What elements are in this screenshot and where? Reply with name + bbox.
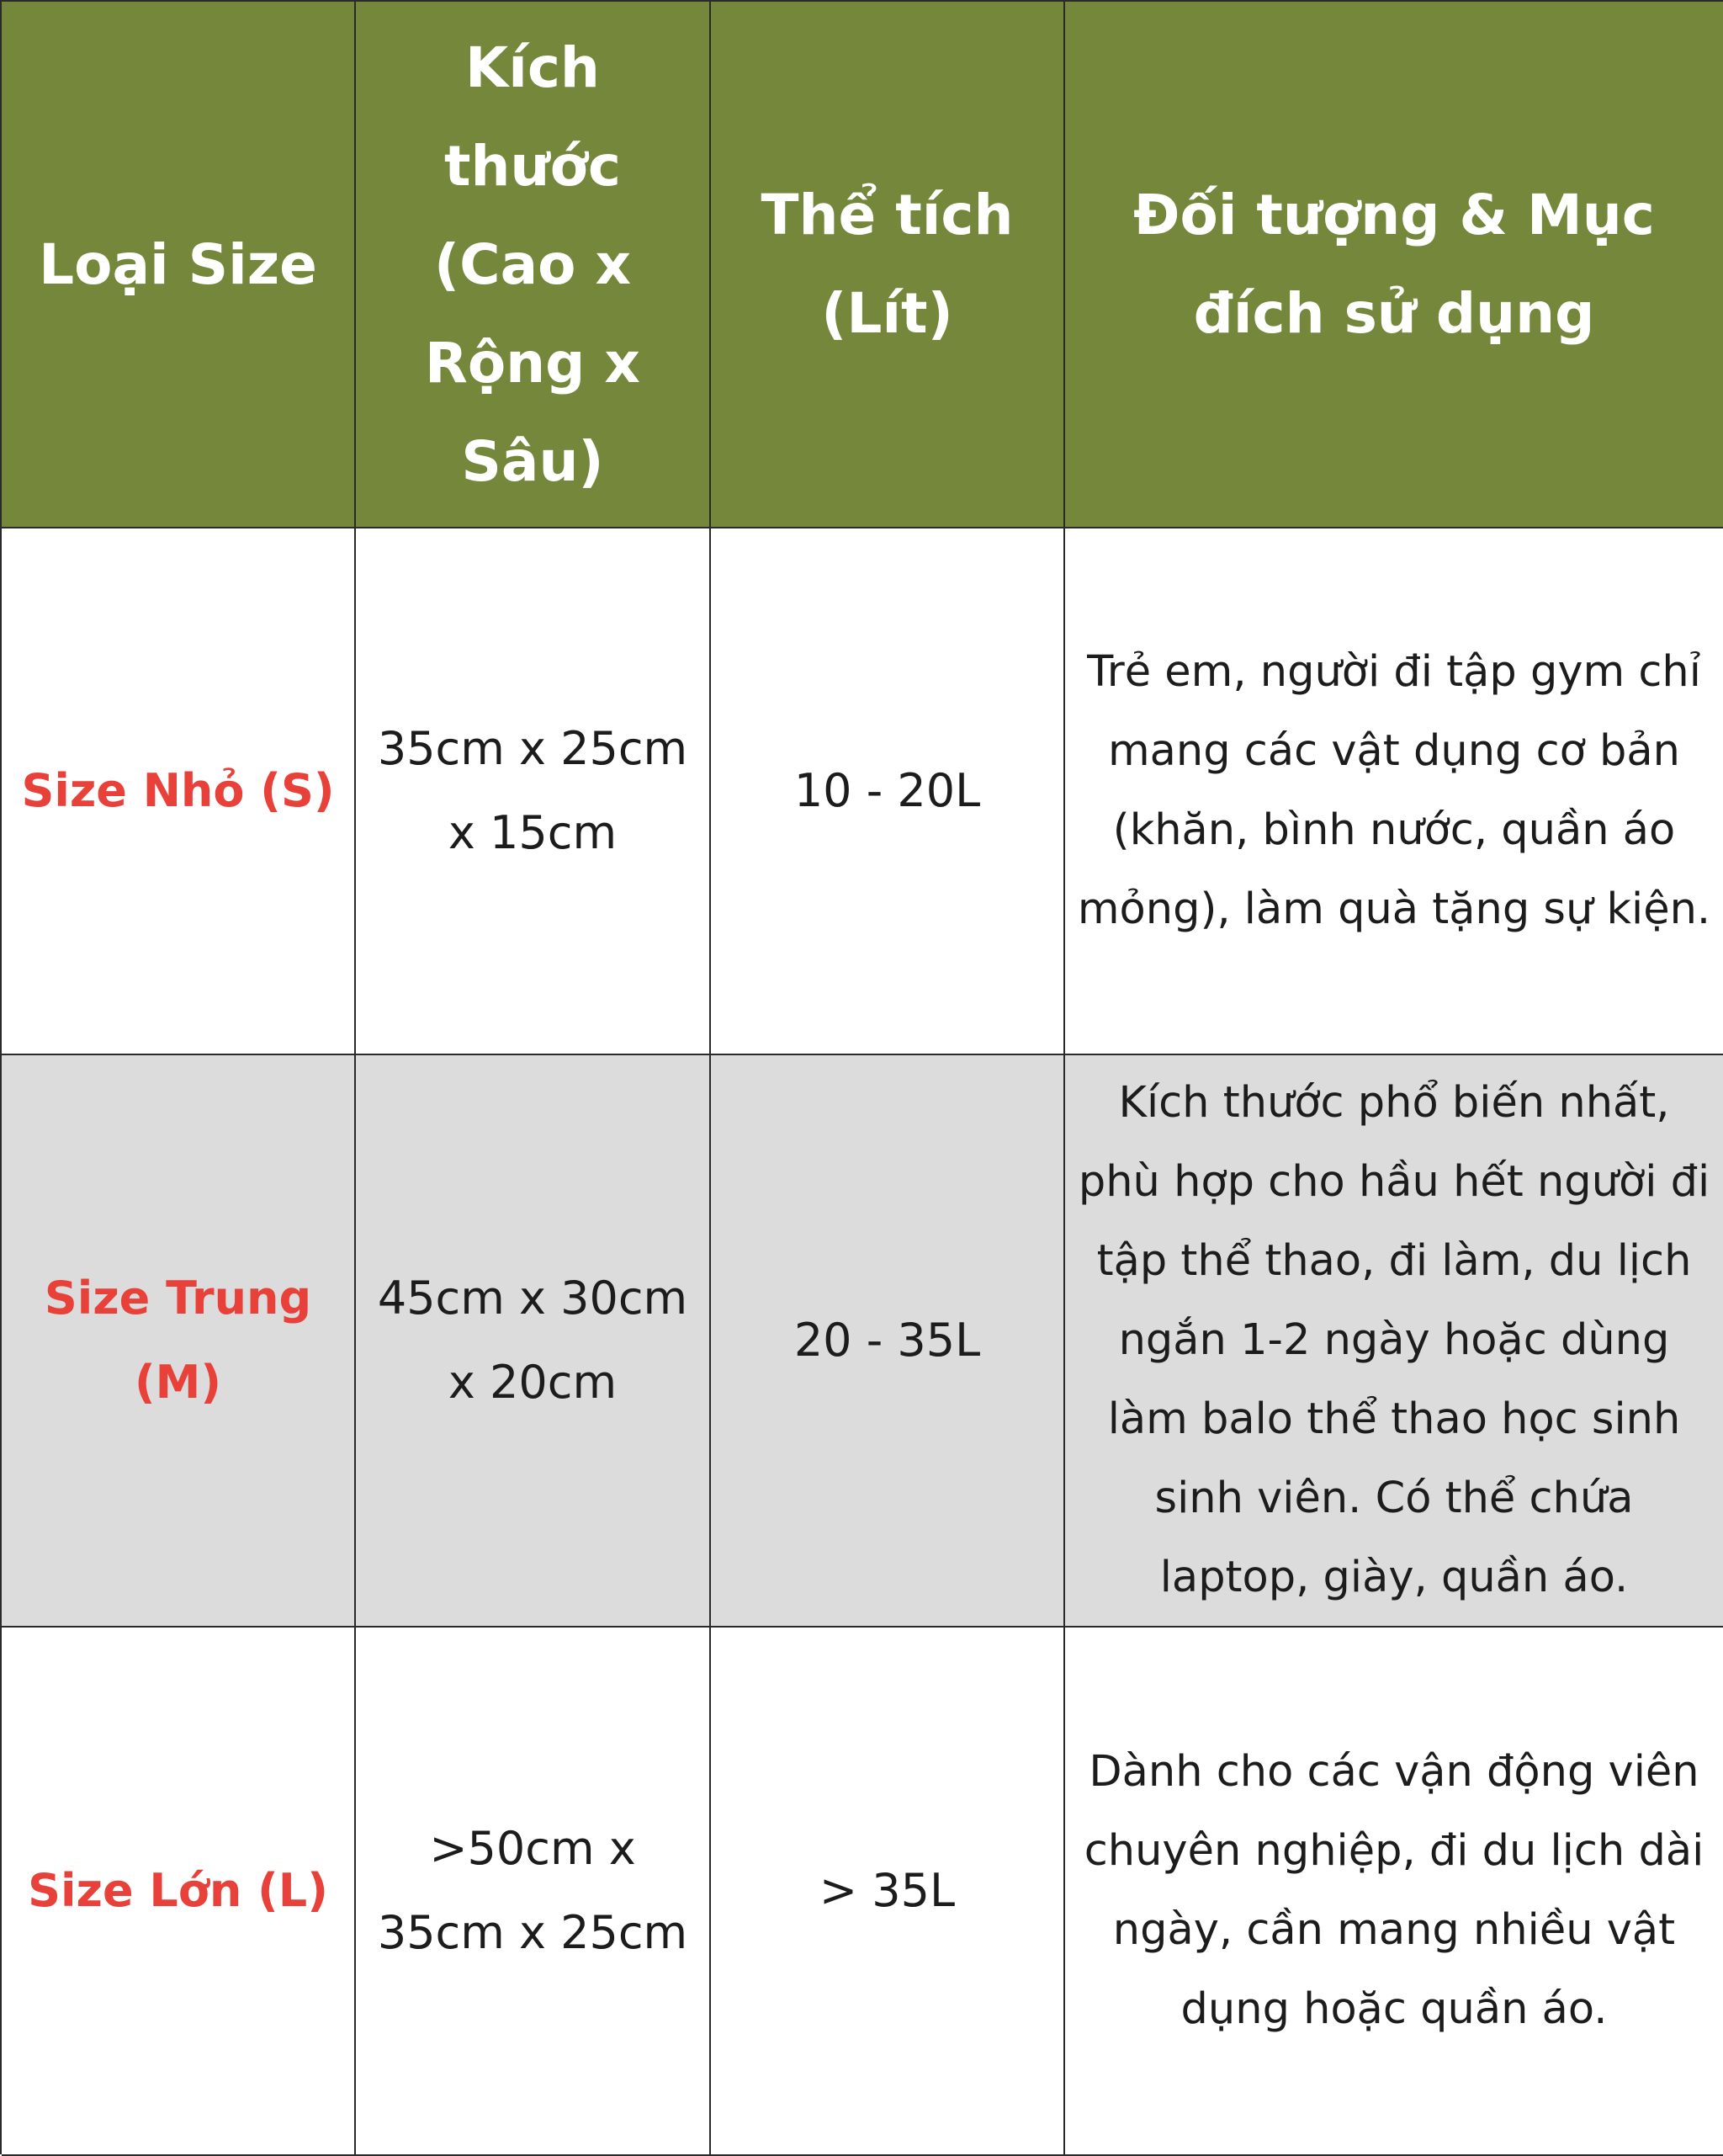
header-size-type-label: Loại Size: [39, 231, 317, 297]
table-row-s-size: [2, 528, 356, 1055]
header-dimensions: [356, 2, 711, 528]
table-row-s-usage: [1065, 528, 1723, 1055]
size-name-l: Size Lớn (L): [28, 1864, 328, 1917]
table-row-m-volume: [711, 1055, 1065, 1628]
size-name-s: Size Nhỏ (S): [21, 764, 335, 817]
table-row-s-dimensions: [356, 528, 711, 1055]
usage-text-s: Trẻ em, người đi tập gym chỉ mang các vật dụng cơ bản (khăn, bình nước, quần áo mỏng), làm quà tặng sự kiện.: [1077, 647, 1711, 934]
size-name-m: Size Trung (M): [44, 1272, 312, 1409]
header-dimensions-label: Kích thước (Cao x Rộng x Sâu): [425, 35, 640, 494]
dimensions-value-m: 45cm x 30cm x 20cm: [377, 1272, 688, 1409]
table-row-l-usage: [1065, 1628, 1723, 2156]
header-size-type: [2, 2, 356, 528]
table-row-l-volume: [711, 1628, 1065, 2156]
table-row-s-volume: [711, 528, 1065, 1055]
volume-value-s: 10 - 20L: [793, 764, 981, 817]
table-row-l-dimensions: [356, 1628, 711, 2156]
volume-value-l: > 35L: [819, 1864, 956, 1917]
dimensions-value-l: >50cm x 35cm x 25cm: [377, 1822, 688, 1959]
header-volume-label: Thể tích (Lít): [761, 183, 1014, 346]
table-row-m-dimensions: [356, 1055, 711, 1628]
header-usage: [1065, 2, 1723, 528]
dimensions-value-s: 35cm x 25cm x 15cm: [377, 722, 688, 859]
usage-text-m: Kích thước phổ biến nhất, phù hợp cho hầu hết người đi tập thể thao, đi làm, du lịch ngắn 1-2 ngày hoặc dùng làm balo thể thao học sinh sinh viên. Có thể chứa laptop, giày, quần áo.: [1078, 1078, 1710, 1602]
volume-value-m: 20 - 35L: [793, 1314, 981, 1367]
table-row-m-usage: [1065, 1055, 1723, 1628]
table-row-m-size: [2, 1055, 356, 1628]
header-volume: [711, 2, 1065, 528]
header-usage-label: Đối tượng & Mục đích sử dụng: [1133, 183, 1655, 346]
usage-text-l: Dành cho các vận động viên chuyên nghiệp, đi du lịch dài ngày, cần mang nhiều vật dụng hoặc quần áo.: [1084, 1747, 1704, 2034]
table-row-l-size: [2, 1628, 356, 2156]
